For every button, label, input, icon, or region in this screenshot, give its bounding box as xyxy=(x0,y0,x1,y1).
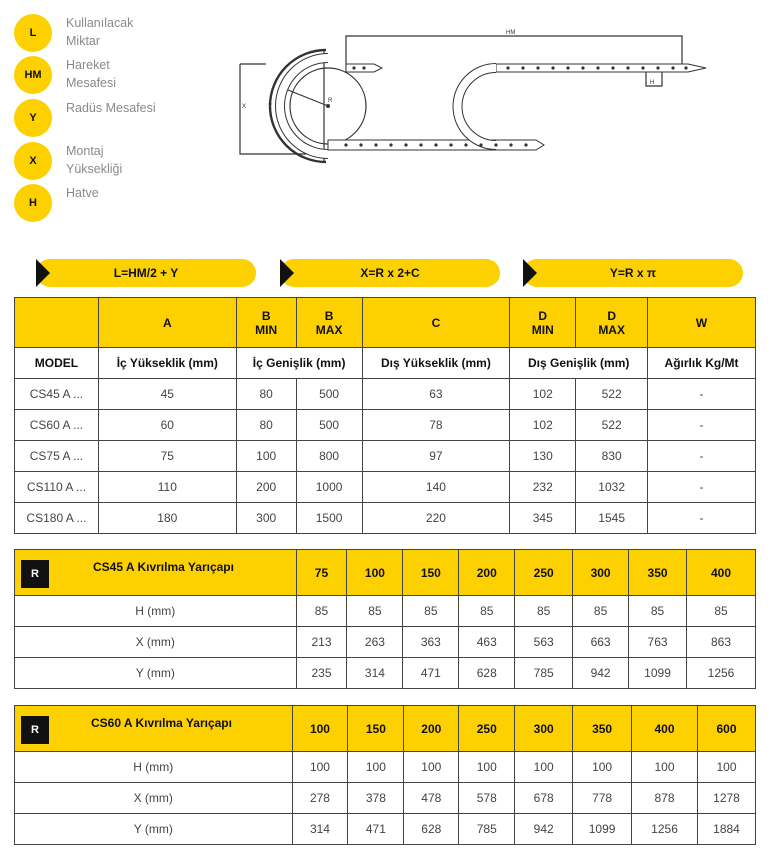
formula-x xyxy=(280,259,500,287)
table-cell: 100 xyxy=(404,752,459,783)
table-cell: 678 xyxy=(515,783,573,814)
model-cell: CS110 A ... xyxy=(15,472,99,503)
table-cell: 522 xyxy=(576,379,648,410)
table-row xyxy=(15,503,756,534)
table-cell: 942 xyxy=(573,658,629,689)
table-cell: 213 xyxy=(296,627,347,658)
legend-item-hm xyxy=(14,56,214,96)
radius-table-cs60 xyxy=(14,705,756,845)
radius-table-title: CS60 A Kıvrılma Yarıçapı xyxy=(91,716,232,730)
table-cell: 85 xyxy=(687,596,756,627)
radius-header-row xyxy=(15,550,756,596)
table-cell: 1500 xyxy=(296,503,362,534)
table-cell: 130 xyxy=(510,441,576,472)
table-cell: 785 xyxy=(459,814,515,845)
table-cell: 85 xyxy=(515,596,573,627)
table-cell: 830 xyxy=(576,441,648,472)
model-cell: CS60 A ... xyxy=(15,410,99,441)
table-cell: 85 xyxy=(459,596,515,627)
table-cell: 863 xyxy=(687,627,756,658)
cable-chain-diagram xyxy=(236,28,708,170)
radius-value: 250 xyxy=(515,550,573,596)
table-cell: 232 xyxy=(510,472,576,503)
table-cell: - xyxy=(648,503,756,534)
legend-badge: X xyxy=(14,142,52,180)
spec-col-letter: W xyxy=(648,298,756,348)
row-label: H (mm) xyxy=(15,596,297,627)
table-row xyxy=(15,783,756,814)
table-cell: 85 xyxy=(296,596,347,627)
radius-value: 300 xyxy=(515,706,573,752)
table-cell: 1000 xyxy=(296,472,362,503)
formula-text: X=R x 2+C xyxy=(360,266,420,280)
radius-value: 250 xyxy=(459,706,515,752)
spec-header: İç Yükseklik (mm) xyxy=(98,348,236,379)
legend-text: Kullanılacak xyxy=(66,16,134,30)
table-cell: 60 xyxy=(98,410,236,441)
table-cell: 628 xyxy=(404,814,459,845)
legend-text: Yüksekliği xyxy=(66,162,123,176)
spec-col-letter: A xyxy=(98,298,236,348)
radius-value: 150 xyxy=(403,550,459,596)
row-label: H (mm) xyxy=(15,752,293,783)
spec-table xyxy=(14,297,756,534)
table-cell: 1256 xyxy=(632,814,698,845)
legend-text: Hatve xyxy=(66,186,99,200)
spec-col-letter: D xyxy=(607,308,616,323)
diagram-label-r: R xyxy=(328,98,333,104)
table-cell: 314 xyxy=(347,658,403,689)
legend-text: Radüs Mesafesi xyxy=(66,101,156,115)
model-cell: CS180 A ... xyxy=(15,503,99,534)
table-cell: - xyxy=(648,472,756,503)
spec-col-sub: MIN xyxy=(255,322,278,337)
spec-header: Ağırlık Kg/Mt xyxy=(648,348,756,379)
radius-table-cs45 xyxy=(14,549,756,689)
table-cell: 100 xyxy=(292,752,348,783)
legend-badge: H xyxy=(14,184,52,222)
radius-value: 300 xyxy=(573,550,629,596)
table-cell: 345 xyxy=(510,503,576,534)
table-cell: 200 xyxy=(236,472,296,503)
spec-header: Dış Genişlik (mm) xyxy=(510,348,648,379)
radius-value: 400 xyxy=(687,550,756,596)
table-row xyxy=(15,596,756,627)
radius-value: 150 xyxy=(348,706,404,752)
table-cell: 500 xyxy=(296,410,362,441)
table-row xyxy=(15,814,756,845)
table-cell: 663 xyxy=(573,627,629,658)
table-cell: 363 xyxy=(403,627,459,658)
table-cell: 80 xyxy=(236,379,296,410)
table-cell: 80 xyxy=(236,410,296,441)
model-cell: CS45 A ... xyxy=(15,379,99,410)
spec-col-letter: B xyxy=(324,308,334,323)
legend-badge: HM xyxy=(14,56,52,94)
radius-value: 200 xyxy=(459,550,515,596)
radius-value: 100 xyxy=(347,550,403,596)
spec-col-letter: D xyxy=(538,308,548,323)
table-cell: 220 xyxy=(362,503,510,534)
table-cell: 478 xyxy=(404,783,459,814)
legend-text: Miktar xyxy=(66,34,101,48)
table-cell: 140 xyxy=(362,472,510,503)
table-cell: 878 xyxy=(632,783,698,814)
spec-header: MODEL xyxy=(15,348,99,379)
legend-text: Hareket xyxy=(66,58,110,72)
table-cell: 110 xyxy=(98,472,236,503)
legend-text: Mesafesi xyxy=(66,76,117,90)
table-cell: 63 xyxy=(362,379,510,410)
table-cell: 500 xyxy=(296,379,362,410)
table-cell: 1032 xyxy=(576,472,648,503)
radius-value: 600 xyxy=(697,706,755,752)
formula-l xyxy=(36,259,256,287)
legend-item-l xyxy=(14,14,214,54)
table-cell: 471 xyxy=(403,658,459,689)
legend-badge: Y xyxy=(14,99,52,137)
table-cell: 1099 xyxy=(629,658,687,689)
spec-col-letter: C xyxy=(362,298,510,348)
spec-col-sub: MAX xyxy=(598,322,625,337)
table-cell: 463 xyxy=(459,627,515,658)
table-cell: 100 xyxy=(632,752,698,783)
row-label: X (mm) xyxy=(15,627,297,658)
table-cell: 75 xyxy=(98,441,236,472)
table-cell: 522 xyxy=(576,410,648,441)
table-cell: 102 xyxy=(510,379,576,410)
diagram-label-h: H xyxy=(650,80,655,86)
spec-col-letter: B xyxy=(261,308,271,323)
radius-value: 400 xyxy=(632,706,698,752)
legend-text: Montaj xyxy=(66,144,104,158)
legend-item-y xyxy=(14,99,214,139)
table-cell: 45 xyxy=(98,379,236,410)
table-row xyxy=(15,658,756,689)
formula-text: L=HM/2 + Y xyxy=(113,266,179,280)
table-row xyxy=(15,752,756,783)
radius-badge: R xyxy=(21,560,49,588)
table-cell: 942 xyxy=(515,814,573,845)
table-cell: 102 xyxy=(510,410,576,441)
table-cell: 800 xyxy=(296,441,362,472)
row-label: Y (mm) xyxy=(15,814,293,845)
spec-header-row xyxy=(15,348,756,379)
spec-col-sub: MIN xyxy=(531,322,554,337)
table-cell: 100 xyxy=(515,752,573,783)
spec-header: Dış Yükseklik (mm) xyxy=(362,348,510,379)
radius-value: 350 xyxy=(573,706,632,752)
table-cell: 378 xyxy=(348,783,404,814)
radius-badge: R xyxy=(21,716,49,744)
table-cell: - xyxy=(648,410,756,441)
table-cell: 85 xyxy=(573,596,629,627)
table-cell: 78 xyxy=(362,410,510,441)
table-cell: 85 xyxy=(403,596,459,627)
diagram-label-y: Y xyxy=(268,104,273,110)
row-label: X (mm) xyxy=(15,783,293,814)
formula-text: Y=R x π xyxy=(609,266,657,280)
table-cell: - xyxy=(648,441,756,472)
formula-y xyxy=(523,259,743,287)
table-row xyxy=(15,472,756,503)
diagram-label-hm: HM xyxy=(506,30,516,36)
table-cell: 578 xyxy=(459,783,515,814)
legend-item-x xyxy=(14,142,214,182)
table-cell: 314 xyxy=(292,814,348,845)
table-cell: 85 xyxy=(347,596,403,627)
spec-header: İç Genişlik (mm) xyxy=(236,348,362,379)
table-cell: 235 xyxy=(296,658,347,689)
table-cell: 1099 xyxy=(573,814,632,845)
table-cell: 100 xyxy=(348,752,404,783)
table-cell: 100 xyxy=(236,441,296,472)
table-row xyxy=(15,379,756,410)
table-cell: 785 xyxy=(515,658,573,689)
table-cell: - xyxy=(648,379,756,410)
table-cell: 763 xyxy=(629,627,687,658)
table-cell: 97 xyxy=(362,441,510,472)
table-row xyxy=(15,410,756,441)
table-cell: 471 xyxy=(348,814,404,845)
table-cell: 1278 xyxy=(697,783,755,814)
spec-letter-row xyxy=(15,298,756,348)
legend-item-h xyxy=(14,184,214,224)
table-cell: 263 xyxy=(347,627,403,658)
radius-header-row xyxy=(15,706,756,752)
radius-value: 100 xyxy=(292,706,348,752)
table-cell: 1256 xyxy=(687,658,756,689)
table-cell: 100 xyxy=(573,752,632,783)
diagram-label-x: X xyxy=(242,104,247,110)
radius-table-title: CS45 A Kıvrılma Yarıçapı xyxy=(93,560,234,574)
table-cell: 563 xyxy=(515,627,573,658)
table-row xyxy=(15,627,756,658)
table-cell: 778 xyxy=(573,783,632,814)
table-cell: 628 xyxy=(459,658,515,689)
radius-value: 75 xyxy=(296,550,347,596)
table-cell: 278 xyxy=(292,783,348,814)
table-cell: 100 xyxy=(459,752,515,783)
legend-badge: L xyxy=(14,14,52,52)
table-row xyxy=(15,441,756,472)
table-cell: 1545 xyxy=(576,503,648,534)
model-cell: CS75 A ... xyxy=(15,441,99,472)
table-cell: 180 xyxy=(98,503,236,534)
table-cell: 100 xyxy=(697,752,755,783)
table-cell: 1884 xyxy=(697,814,755,845)
radius-value: 200 xyxy=(404,706,459,752)
row-label: Y (mm) xyxy=(15,658,297,689)
table-cell: 85 xyxy=(629,596,687,627)
table-cell: 300 xyxy=(236,503,296,534)
radius-value: 350 xyxy=(629,550,687,596)
spec-col-sub: MAX xyxy=(315,322,343,337)
